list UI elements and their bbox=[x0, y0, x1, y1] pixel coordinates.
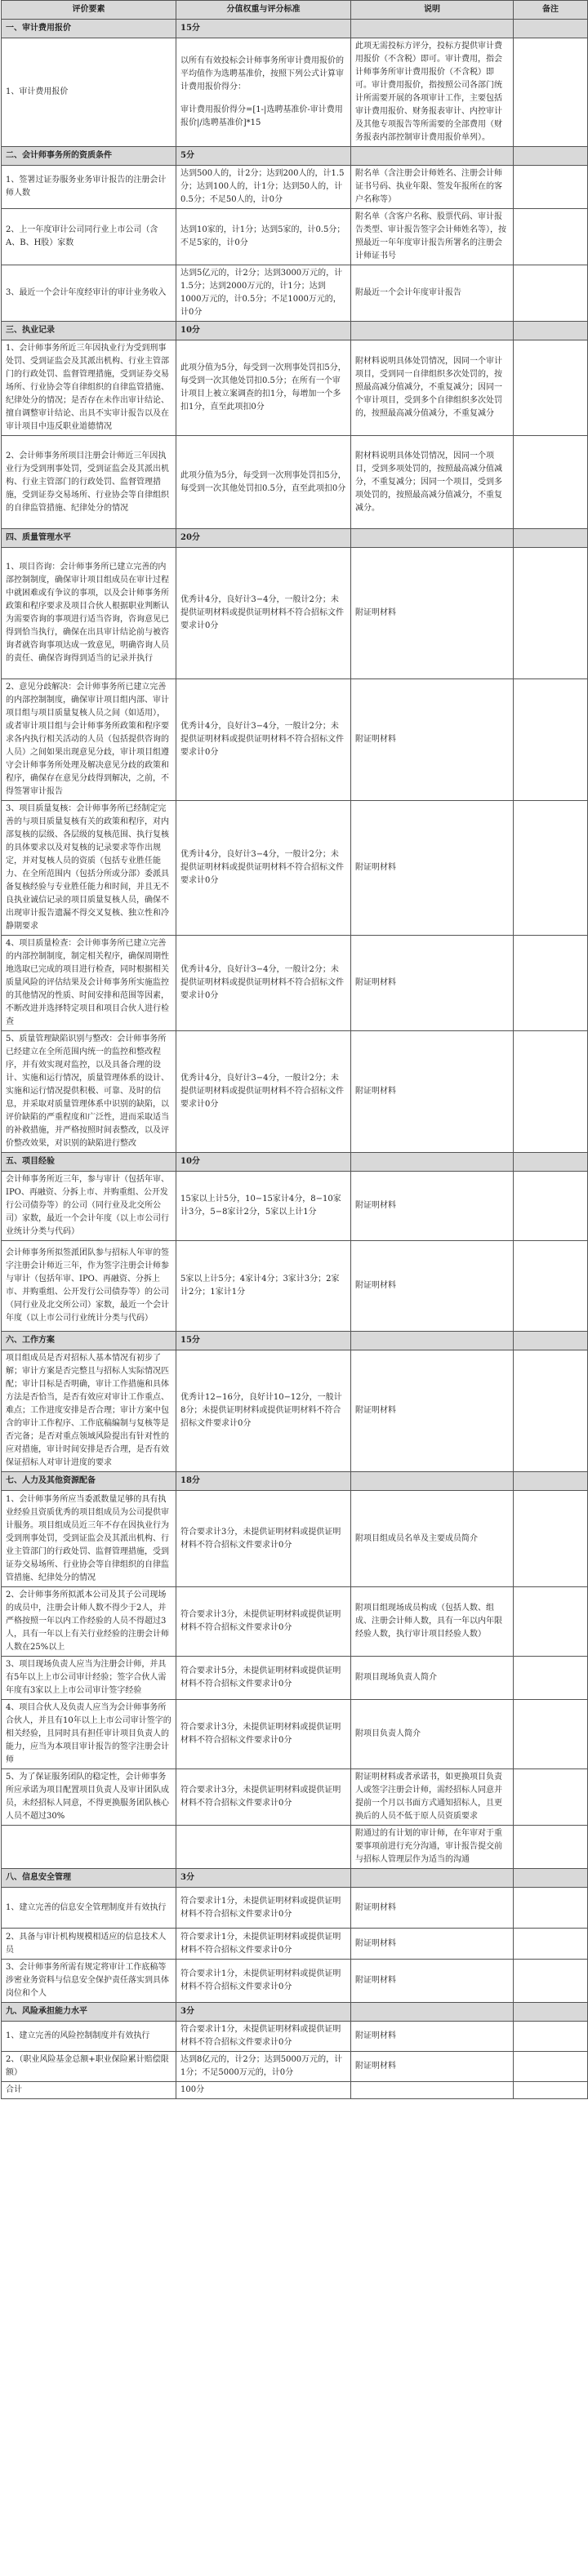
section-remark-empty bbox=[514, 20, 588, 38]
section-title: 六、工作方案 bbox=[2, 1332, 176, 1350]
evaluation-item: 3、最近一个会计年度经审计的审计业务收入 bbox=[2, 265, 176, 322]
evaluation-item: 1、建立完善的信息安全管理制度并有效执行 bbox=[2, 1888, 176, 1929]
evaluation-standard: 此项分值为5分，每受到一次刑事处罚扣5分，每受到一次其他处罚扣0.5分，直至此项扣0分 bbox=[176, 436, 351, 529]
section-remark-empty bbox=[514, 2003, 588, 2022]
section-score: 15分 bbox=[176, 20, 351, 38]
table-row bbox=[2, 1491, 588, 1587]
evaluation-remark bbox=[514, 1031, 588, 1153]
evaluation-standard: 优秀计4分，良好计3−4分，一般计2分；未提供证明材料或提供证明材料不符合招标文件要求计0分 bbox=[176, 679, 351, 801]
standard-line: 审计费用报价得分=[1-|选聘基准价-审计费用报价|/选聘基准价]*15 bbox=[180, 105, 343, 127]
evaluation-item: 2、（职业风险基金总额+职业保险累计赔偿限额） bbox=[2, 2052, 176, 2082]
evaluation-item: 3、项目质量复核：会计师事务所已经制定完善的与项目质量复核有关的政策和程序，对内部复核的层级、各层级的复核范围、执行复核的具体要求以及对复核的记录要求等作出规定，并对复核人员的资质（包括专业胜任能力、在全所范围内（包括分所或分部）委派具备复核经验与专业胜任能力和时间，并且无不良执业诚信记录的项目质量复核人员，确保不出现审计报告遗漏不得交叉复核、独立性和冷静期要求 bbox=[2, 801, 176, 936]
section-title: 三、执业记录 bbox=[2, 322, 176, 340]
evaluation-standard: 符合要求计3分，未提供证明材料或提供证明材料不符合招标文件要求计0分 bbox=[176, 1769, 351, 1826]
table-row bbox=[2, 2052, 588, 2082]
section-row bbox=[2, 1472, 588, 1491]
section-note-empty bbox=[351, 147, 514, 166]
section-row bbox=[2, 322, 588, 340]
section-remark-empty bbox=[514, 1472, 588, 1491]
evaluation-standard: 符合要求计1分，未提供证明材料或提供证明材料不符合招标文件要求计0分 bbox=[176, 1888, 351, 1929]
evaluation-note: 附证明材料 bbox=[351, 679, 514, 801]
header-standard: 分值权重与评分标准 bbox=[176, 1, 351, 20]
evaluation-note: 附名单（含客户名称、股票代码、审计报告类型、审计报告签字会计师姓名等），按照最近一年年度审计报告所署名的注册会计师证书号 bbox=[351, 209, 514, 265]
evaluation-item: 2、意见分歧解决：会计师事务所已建立完善的内部控制制度，确保审计项目组内部、审计项目组与项目质量复核人员之间（如适用），或者审计项目组与会计师事务所政策和程序要求各内执行相关活动的人员（包括提供咨询的人员）之间如果出现意见分歧，审计项目组遵守会计师事务所处理及解决意见分歧的政策和程序，确保存在意见分歧得到解决，之前，不得签署审计报告 bbox=[2, 679, 176, 801]
evaluation-item: 2、会计师事务所拟派本公司及其子公司现场的成员中，注册会计师人数不得少于2人，并严格按照一年以内工作经验的人员不得超过3人，具有一年以上有关行业经验的注册会计师人数在25%以上 bbox=[2, 1587, 176, 1657]
evaluation-item: 5、为了保证服务团队的稳定性，会计师事务所应承诺为项目配置项目负责人及审计团队成员，未经招标人同意，不得更换服务团队核心人员不超过30% bbox=[2, 1769, 176, 1826]
evaluation-standard: 达到500人的，计2分；达到200人的，计1.5分；达到100人的，计1分；达到50人的，计0.5分；不足50人的，计0分 bbox=[176, 166, 351, 209]
evaluation-note: 附最近一个会计年度审计报告 bbox=[351, 265, 514, 322]
evaluation-remark bbox=[514, 1700, 588, 1769]
section-score: 3分 bbox=[176, 1869, 351, 1888]
evaluation-note: 附项目负责人简介 bbox=[351, 1700, 514, 1769]
section-row bbox=[2, 147, 588, 166]
section-title: 四、质量管理水平 bbox=[2, 529, 176, 548]
evaluation-item: 会计师事务所近三年，参与审计（包括年审、IPO、再融资、分拆上市、并购重组、公开发行公司债券等）的公司（同行业及北交所公司）家数，最近一个会计年度（以上市公司行业统计分类与代码） bbox=[2, 1172, 176, 1241]
evaluation-table bbox=[1, 0, 588, 2099]
evaluation-item: 项目组成员是否对招标人基本情况有初步了解；审计方案是否完整且与招标人实际情况匹配；审计目标是否明确，审计工作措施和具体方法是否恰当，是否有效应对审计工作重点、难点；工作进度安排是否合理；审计方案中包含的审计工作程序、工作底稿编制与复核等是否完备；是否对重点领域风险提出有针对性的应对措施，审计时间安排是否合理，是否有效保证招标人对审计进度的要求 bbox=[2, 1350, 176, 1472]
evaluation-note: 附材料说明具体处罚情况，因同一个项目，受到多项处罚的，按照最高减分值减分，不重复减分；因同一个项目，受到多项处罚的，按照最高减分值减分，不重复减分。 bbox=[351, 436, 514, 529]
total-score: 100分 bbox=[176, 2082, 351, 2099]
section-score: 3分 bbox=[176, 2003, 351, 2022]
evaluation-item: 4、项目合伙人及负责人应当为会计师事务所合伙人，并且有10年以上上市公司审计签字的相关经验，且同时具有担任审计项目负责人的能力，应当为本项目审计报告的签字注册会计师 bbox=[2, 1700, 176, 1769]
evaluation-item: 3、会计师事务所需有规定将审计工作底稿等涉密业务资料与信息安全保护责任落实到具体岗位和个人 bbox=[2, 1960, 176, 2003]
evaluation-item: 1、审计费用报价 bbox=[2, 38, 176, 147]
evaluation-remark bbox=[514, 1587, 588, 1657]
evaluation-note: 附证明材料 bbox=[351, 1241, 514, 1332]
table-row bbox=[2, 1769, 588, 1826]
evaluation-item: 3、项目现场负责人应当为注册会计师，并具有5年以上上市公司审计经验；签字合伙人需年度有3家以上上市公司审计签字经验 bbox=[2, 1657, 176, 1700]
evaluation-standard: 符合要求计1分，未提供证明材料或提供证明材料不符合招标文件要求计0分 bbox=[176, 1929, 351, 1960]
table-row bbox=[2, 2022, 588, 2052]
evaluation-remark bbox=[514, 679, 588, 801]
section-remark-empty bbox=[514, 529, 588, 548]
evaluation-note: 附项目组现场成员构成（包括人数、组成、注册会计师人数，具有一年以内年限经验人数，执行审计项目经验人数） bbox=[351, 1587, 514, 1657]
evaluation-remark bbox=[514, 1888, 588, 1929]
section-remark-empty bbox=[514, 322, 588, 340]
table-row bbox=[2, 340, 588, 436]
section-row bbox=[2, 1332, 588, 1350]
header-factor: 评价要素 bbox=[2, 1, 176, 20]
section-note-empty bbox=[351, 1472, 514, 1491]
evaluation-item bbox=[2, 1826, 176, 1869]
section-row bbox=[2, 1153, 588, 1172]
section-row bbox=[2, 1869, 588, 1888]
evaluation-standard: 优秀计4分，良好计3−4分，一般计2分；未提供证明材料或提供证明材料不符合招标文件要求计0分 bbox=[176, 936, 351, 1031]
evaluation-item: 2、具备与审计机构规模相适应的信息技术人员 bbox=[2, 1929, 176, 1960]
section-title: 一、审计费用报价 bbox=[2, 20, 176, 38]
evaluation-item: 5、质量管理缺陷识别与整改：会计师事务所已经建立在全所范围内统一的监控和整改程序，并有效实现对监控，以及具备合理的设计、实施和运行情况，质量管理体系的设计、实施和运行情况提供积极、可靠、及时的信息，并采取对质量管理体系中识别的缺陷，以评价缺陷的严重程度和广泛性，进而采取适当的补救措施，并严格按照时间表整改，以及评价整改效果，对识别的缺陷进行整改 bbox=[2, 1031, 176, 1153]
evaluation-note: 附证明材料 bbox=[351, 1350, 514, 1472]
evaluation-remark bbox=[514, 2052, 588, 2082]
evaluation-note: 附证明材料 bbox=[351, 2022, 514, 2052]
evaluation-remark bbox=[514, 38, 588, 147]
evaluation-item: 4、项目质量检查：会计师事务所已建立完善的内部控制制度，制定相关程序，确保周期性地选取已完成的项目进行检查，同时根据相关质量风险的评估结果及会计师事务所实施监控的其他情况的性质、时间安排和范围等因素，不断改进并选择特定项目和项目合伙人进行检查 bbox=[2, 936, 176, 1031]
evaluation-standard: 15家以上计5分，10−15家计4分，8−10家计3分，5−8家计2分，5家以上计1分 bbox=[176, 1172, 351, 1241]
table-header-row bbox=[2, 1, 588, 20]
total-row bbox=[2, 2082, 588, 2099]
evaluation-remark bbox=[514, 1491, 588, 1587]
table-row bbox=[2, 166, 588, 209]
evaluation-remark bbox=[514, 1960, 588, 2003]
evaluation-standard: 符合要求计1分，未提供证明材料或提供证明材料不符合招标文件要求计0分 bbox=[176, 1960, 351, 2003]
evaluation-remark bbox=[514, 1657, 588, 1700]
evaluation-note: 附证明材料 bbox=[351, 1172, 514, 1241]
evaluation-remark bbox=[514, 1172, 588, 1241]
table-row bbox=[2, 265, 588, 322]
table-row bbox=[2, 1657, 588, 1700]
evaluation-standard: 优秀计4分，良好计3−4分，一般计2分；未提供证明材料或提供证明材料不符合招标文件要求计0分 bbox=[176, 1031, 351, 1153]
evaluation-remark bbox=[514, 436, 588, 529]
section-title: 二、会计师事务所的资质条件 bbox=[2, 147, 176, 166]
section-title: 九、风险承担能力水平 bbox=[2, 2003, 176, 2022]
evaluation-note: 附项目组成员名单及主要成员简介 bbox=[351, 1491, 514, 1587]
evaluation-standard bbox=[176, 38, 351, 147]
evaluation-note: 附证明材料 bbox=[351, 2052, 514, 2082]
evaluation-note: 附证明材料 bbox=[351, 548, 514, 679]
evaluation-note: 附证明材料 bbox=[351, 1929, 514, 1960]
section-note-empty bbox=[351, 322, 514, 340]
standard-line: 以所有有效投标会计师事务所审计费用报价的平均值作为选聘基准价，按照下列公式计算审计费用报价得分： bbox=[180, 56, 344, 91]
table-row bbox=[2, 1241, 588, 1332]
evaluation-note: 附项目现场负责人简介 bbox=[351, 1657, 514, 1700]
table-row bbox=[2, 209, 588, 265]
evaluation-remark bbox=[514, 340, 588, 436]
section-title: 五、项目经验 bbox=[2, 1153, 176, 1172]
evaluation-remark bbox=[514, 209, 588, 265]
evaluation-remark bbox=[514, 548, 588, 679]
evaluation-remark bbox=[514, 801, 588, 936]
evaluation-note: 附证明材料 bbox=[351, 1888, 514, 1929]
evaluation-item: 1、建立完善的风险控制制度并有效执行 bbox=[2, 2022, 176, 2052]
section-note-empty bbox=[351, 1153, 514, 1172]
evaluation-item: 1、会计师事务所应当委派数量足够的具有执业经验且资质优秀的项目组成员为公司提供审计服务。项目组成员近三年不存在因执业行为受到刑事处罚，受到证监会及其派出机构、行业主管部门的行政处罚、监督管理措施，受到证券交易场所、行业协会等自律组织的自律监管措施、纪律处分的情况 bbox=[2, 1491, 176, 1587]
evaluation-remark bbox=[514, 1929, 588, 1960]
table-row bbox=[2, 1172, 588, 1241]
evaluation-note: 附证明材料 bbox=[351, 801, 514, 936]
evaluation-standard: 符合要求计1分，未提供证明材料或提供证明材料不符合招标文件要求计0分 bbox=[176, 2022, 351, 2052]
table-row bbox=[2, 548, 588, 679]
evaluation-item: 2、会计师事务所项目注册会计师近三年因执业行为受到刑事处罚，受到证监会及其派出机构、行业主管部门的行政处罚、监督管理措施，受到证券交易场所、行业协会等自律组织的自律监管措施、纪律处分的情况 bbox=[2, 436, 176, 529]
evaluation-remark bbox=[514, 1350, 588, 1472]
evaluation-standard: 符合要求计3分，未提供证明材料或提供证明材料不符合招标文件要求计0分 bbox=[176, 1587, 351, 1657]
evaluation-remark bbox=[514, 1769, 588, 1826]
section-score: 15分 bbox=[176, 1332, 351, 1350]
table-row bbox=[2, 1929, 588, 1960]
evaluation-remark bbox=[514, 2022, 588, 2052]
evaluation-standard: 优秀计4分，良好计3−4分，一般计2分；未提供证明材料或提供证明材料不符合招标文件要求计0分 bbox=[176, 801, 351, 936]
evaluation-item: 2、上一年度审计公司同行业上市公司（含A、B、H股）家数 bbox=[2, 209, 176, 265]
evaluation-standard: 达到5亿元的，计2分；达到3000万元的，计1.5分；达到2000万元的，计1分；达到1000万元的，计0.5分；不足1000万元的，计0分 bbox=[176, 265, 351, 322]
evaluation-standard: 优秀计4分，良好计3−4分，一般计2分；未提供证明材料或提供证明材料不符合招标文件要求计0分 bbox=[176, 548, 351, 679]
evaluation-standard: 符合要求计5分，未提供证明材料或提供证明材料不符合招标文件要求计0分 bbox=[176, 1657, 351, 1700]
section-remark-empty bbox=[514, 147, 588, 166]
evaluation-note: 附证明材料或者承诺书，如更换项目负责人或签字注册会计师，需经招标人同意并提前一个月以书面方式通知招标人，且更换后的人员不低于原人员资质要求 bbox=[351, 1769, 514, 1826]
table-row bbox=[2, 936, 588, 1031]
evaluation-remark bbox=[514, 1241, 588, 1332]
evaluation-note: 此项无需投标方评分，投标方提供审计费用报价（不含税）即可。审计费用，指会计师事务所审计费用报价（不含税）即可。审计费用报价，指按照公司各部门统计所需要开展的各项审计工作，主要包括审计费用报价、财务报表审计、内控审计及其他专项报告等所需要的全部费用（财务报表内部控制审计费用报价单列）。 bbox=[351, 38, 514, 147]
section-note-empty bbox=[351, 1869, 514, 1888]
total-remark-empty bbox=[514, 2082, 588, 2099]
evaluation-item: 会计师事务所拟签派团队参与招标人年审的签字注册会计师近三年，作为签字注册会计师参与审计（包括年审、IPO、再融资、分拆上市、并购重组、公开发行公司债券等）的公司（同行业及北交所公司）家数，最近一个会计年度（以上市公司行业统计分类与代码） bbox=[2, 1241, 176, 1332]
section-score: 18分 bbox=[176, 1472, 351, 1491]
table-row bbox=[2, 801, 588, 936]
section-row bbox=[2, 529, 588, 548]
table-row bbox=[2, 1826, 588, 1869]
evaluation-note: 附名单（含注册会计师姓名、注册会计师证书号码、执业年限、签发年报所在的客户名称等） bbox=[351, 166, 514, 209]
evaluation-standard: 5家以上计5分；4家计4分；3家计3分；2家计2分；1家计1分 bbox=[176, 1241, 351, 1332]
table-row bbox=[2, 1031, 588, 1153]
header-note: 说明 bbox=[351, 1, 514, 20]
section-note-empty bbox=[351, 1332, 514, 1350]
evaluation-note: 附证明材料 bbox=[351, 1031, 514, 1153]
evaluation-standard bbox=[176, 1826, 351, 1869]
section-remark-empty bbox=[514, 1332, 588, 1350]
table-row bbox=[2, 1350, 588, 1472]
evaluation-item: 1、会计师事务所近三年因执业行为受到刑事处罚、受到证监会及其派出机构、行业主管部门的行政处罚、监督管理措施，受到证券交易场所、行业协会等自律组织的自律监管措施、纪律处分的情况；是否存在未作出审计结论、擅自调整审计结论、出具不实审计报告以及在审计项目中违反职业道德情况 bbox=[2, 340, 176, 436]
section-note-empty bbox=[351, 20, 514, 38]
evaluation-remark bbox=[514, 936, 588, 1031]
evaluation-standard: 符合要求计3分，未提供证明材料或提供证明材料不符合招标文件要求计0分 bbox=[176, 1491, 351, 1587]
evaluation-note: 附证明材料 bbox=[351, 936, 514, 1031]
section-score: 10分 bbox=[176, 1153, 351, 1172]
header-remark: 备注 bbox=[514, 1, 588, 20]
section-score: 5分 bbox=[176, 147, 351, 166]
table-row bbox=[2, 1960, 588, 2003]
table-row bbox=[2, 1700, 588, 1769]
section-remark-empty bbox=[514, 1153, 588, 1172]
total-label: 合计 bbox=[2, 2082, 176, 2099]
evaluation-standard: 达到10家的，计1分；达到5家的，计0.5分；不足5家的，计0分 bbox=[176, 209, 351, 265]
evaluation-standard: 此项分值为5分，每受到一次刑事处罚扣5分，每受到一次其他处罚扣0.5分；在所有一个审计项目上被立案调查的扣1分，每增加一个多扣1分，直至此项扣0分 bbox=[176, 340, 351, 436]
evaluation-remark bbox=[514, 265, 588, 322]
evaluation-remark bbox=[514, 166, 588, 209]
evaluation-standard: 优秀计12−16分，良好计10−12分，一般计8分；未提供证明材料或提供证明材料不符合招标文件要求计0分 bbox=[176, 1350, 351, 1472]
section-note-empty bbox=[351, 529, 514, 548]
section-remark-empty bbox=[514, 1869, 588, 1888]
section-row bbox=[2, 2003, 588, 2022]
table-row bbox=[2, 679, 588, 801]
table-row bbox=[2, 1888, 588, 1929]
evaluation-note: 附材料说明具体处罚情况，因同一个审计项目，受到同一自律组织多次处罚的，按照最高减分值减分，不重复减分；因同一个审计项目，受到多个自律组织多次处罚的，按照最高减分值减分，不重复减分 bbox=[351, 340, 514, 436]
section-title: 八、信息安全管理 bbox=[2, 1869, 176, 1888]
evaluation-remark bbox=[514, 1826, 588, 1869]
total-note-empty bbox=[351, 2082, 514, 2099]
section-row bbox=[2, 20, 588, 38]
table-row bbox=[2, 38, 588, 147]
evaluation-note: 附通过的有计划的审计师，在年审对于重要事项前进行充分沟通，审计报告提交前与招标人管理层作为适当的沟通 bbox=[351, 1826, 514, 1869]
table-row bbox=[2, 436, 588, 529]
evaluation-note: 附证明材料 bbox=[351, 1960, 514, 2003]
section-score: 20分 bbox=[176, 529, 351, 548]
section-note-empty bbox=[351, 2003, 514, 2022]
table-row bbox=[2, 1587, 588, 1657]
evaluation-item: 1、签署过证券服务业务审计报告的注册会计师人数 bbox=[2, 166, 176, 209]
section-title: 七、人力及其他资源配备 bbox=[2, 1472, 176, 1491]
evaluation-item: 1、项目咨询：会计师事务所已建立完善的内部控制制度，确保审计项目组成员在审计过程中就困难或有争议的事项，以及会计师事务所政策和程序要求及项目合伙人根据职业判断认为需要咨询的事项进行适当咨询，咨询意见已得到恰当执行，确保在出具审计结论前与被咨询者就咨询事项达成一致意见，明确咨询人员的责任、确保咨询得到适当的记录并执行 bbox=[2, 548, 176, 679]
table-body bbox=[2, 20, 588, 2099]
section-score: 10分 bbox=[176, 322, 351, 340]
evaluation-standard: 达到8亿元的，计2分；达到5000万元的，计1分；不足5000万元的，计0分 bbox=[176, 2052, 351, 2082]
evaluation-standard: 符合要求计3分，未提供证明材料或提供证明材料不符合招标文件要求计0分 bbox=[176, 1700, 351, 1769]
